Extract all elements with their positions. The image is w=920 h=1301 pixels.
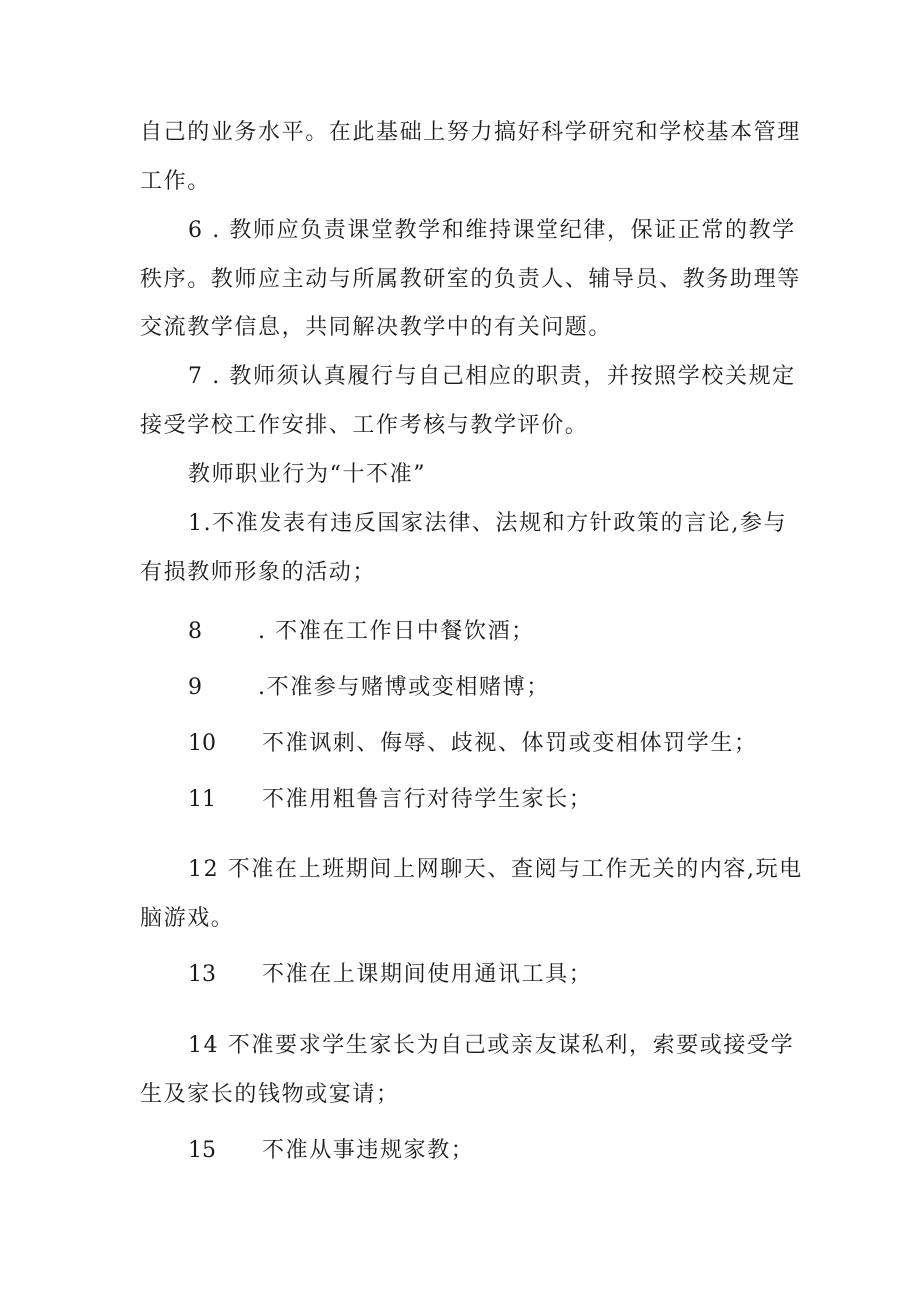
paragraph-continuation-line-2: 工作。 xyxy=(140,169,211,194)
rule-14-line-2: 生及家长的钱物或宴请； xyxy=(140,1082,400,1107)
rule-12-line-2: 脑游戏。 xyxy=(140,906,235,931)
paragraph-6-line-1: 6 . 教师应负责课堂教学和维持课堂纪律，保证正常的教学 xyxy=(188,218,796,243)
rule-10-text: 不准讽刺、侮辱、歧视、体罚或变相体罚学生； xyxy=(262,731,758,756)
paragraph-6-line-3: 交流教学信息，共同解决教学中的有关问题。 xyxy=(140,315,613,340)
rule-1-line-2: 有损教师形象的活动； xyxy=(140,560,377,585)
paragraph-7-line-2: 接受学校工作安排、工作考核与教学评价。 xyxy=(140,413,589,438)
rule-8-number: 8 xyxy=(188,619,202,644)
rule-12-line-1: 12 不准在上班期间上网聊天、查阅与工作无关的内容,玩电 xyxy=(188,857,803,882)
rule-1-line-1: 1.不准发表有违反国家法律、法规和方针政策的言论,参与 xyxy=(188,511,788,536)
rule-11-text: 不准用粗鲁言行对待学生家长； xyxy=(262,787,593,812)
rule-10-number: 10 xyxy=(188,731,216,756)
rule-8-text: . 不准在工作日中餐饮酒； xyxy=(258,619,535,644)
paragraph-continuation-line-1: 自己的业务水平。在此基础上努力搞好科学研究和学校基本管理 xyxy=(140,120,801,145)
rule-9-number: 9 xyxy=(188,675,202,700)
rule-15-text: 不准从事违规家教； xyxy=(262,1138,475,1163)
paragraph-7-line-1: 7 . 教师须认真履行与自己相应的职责，并按照学校关规定 xyxy=(188,364,796,389)
paragraph-6-line-2: 秩序。教师应主动与所属教研室的负责人、辅导员、教务助理等 xyxy=(140,267,801,292)
rule-14-line-1: 14 不准要求学生家长为自己或亲友谋私利，索要或接受学 xyxy=(188,1033,795,1058)
rule-13-number: 13 xyxy=(188,962,216,987)
rule-15-number: 15 xyxy=(188,1138,216,1163)
rule-11-number: 11 xyxy=(188,787,216,812)
rule-9-text: .不准参与赌博或变相赌博； xyxy=(258,675,550,700)
rule-13-text: 不准在上课期间使用通讯工具； xyxy=(262,962,593,987)
section-title: 教师职业行为“十不准” xyxy=(188,462,427,487)
